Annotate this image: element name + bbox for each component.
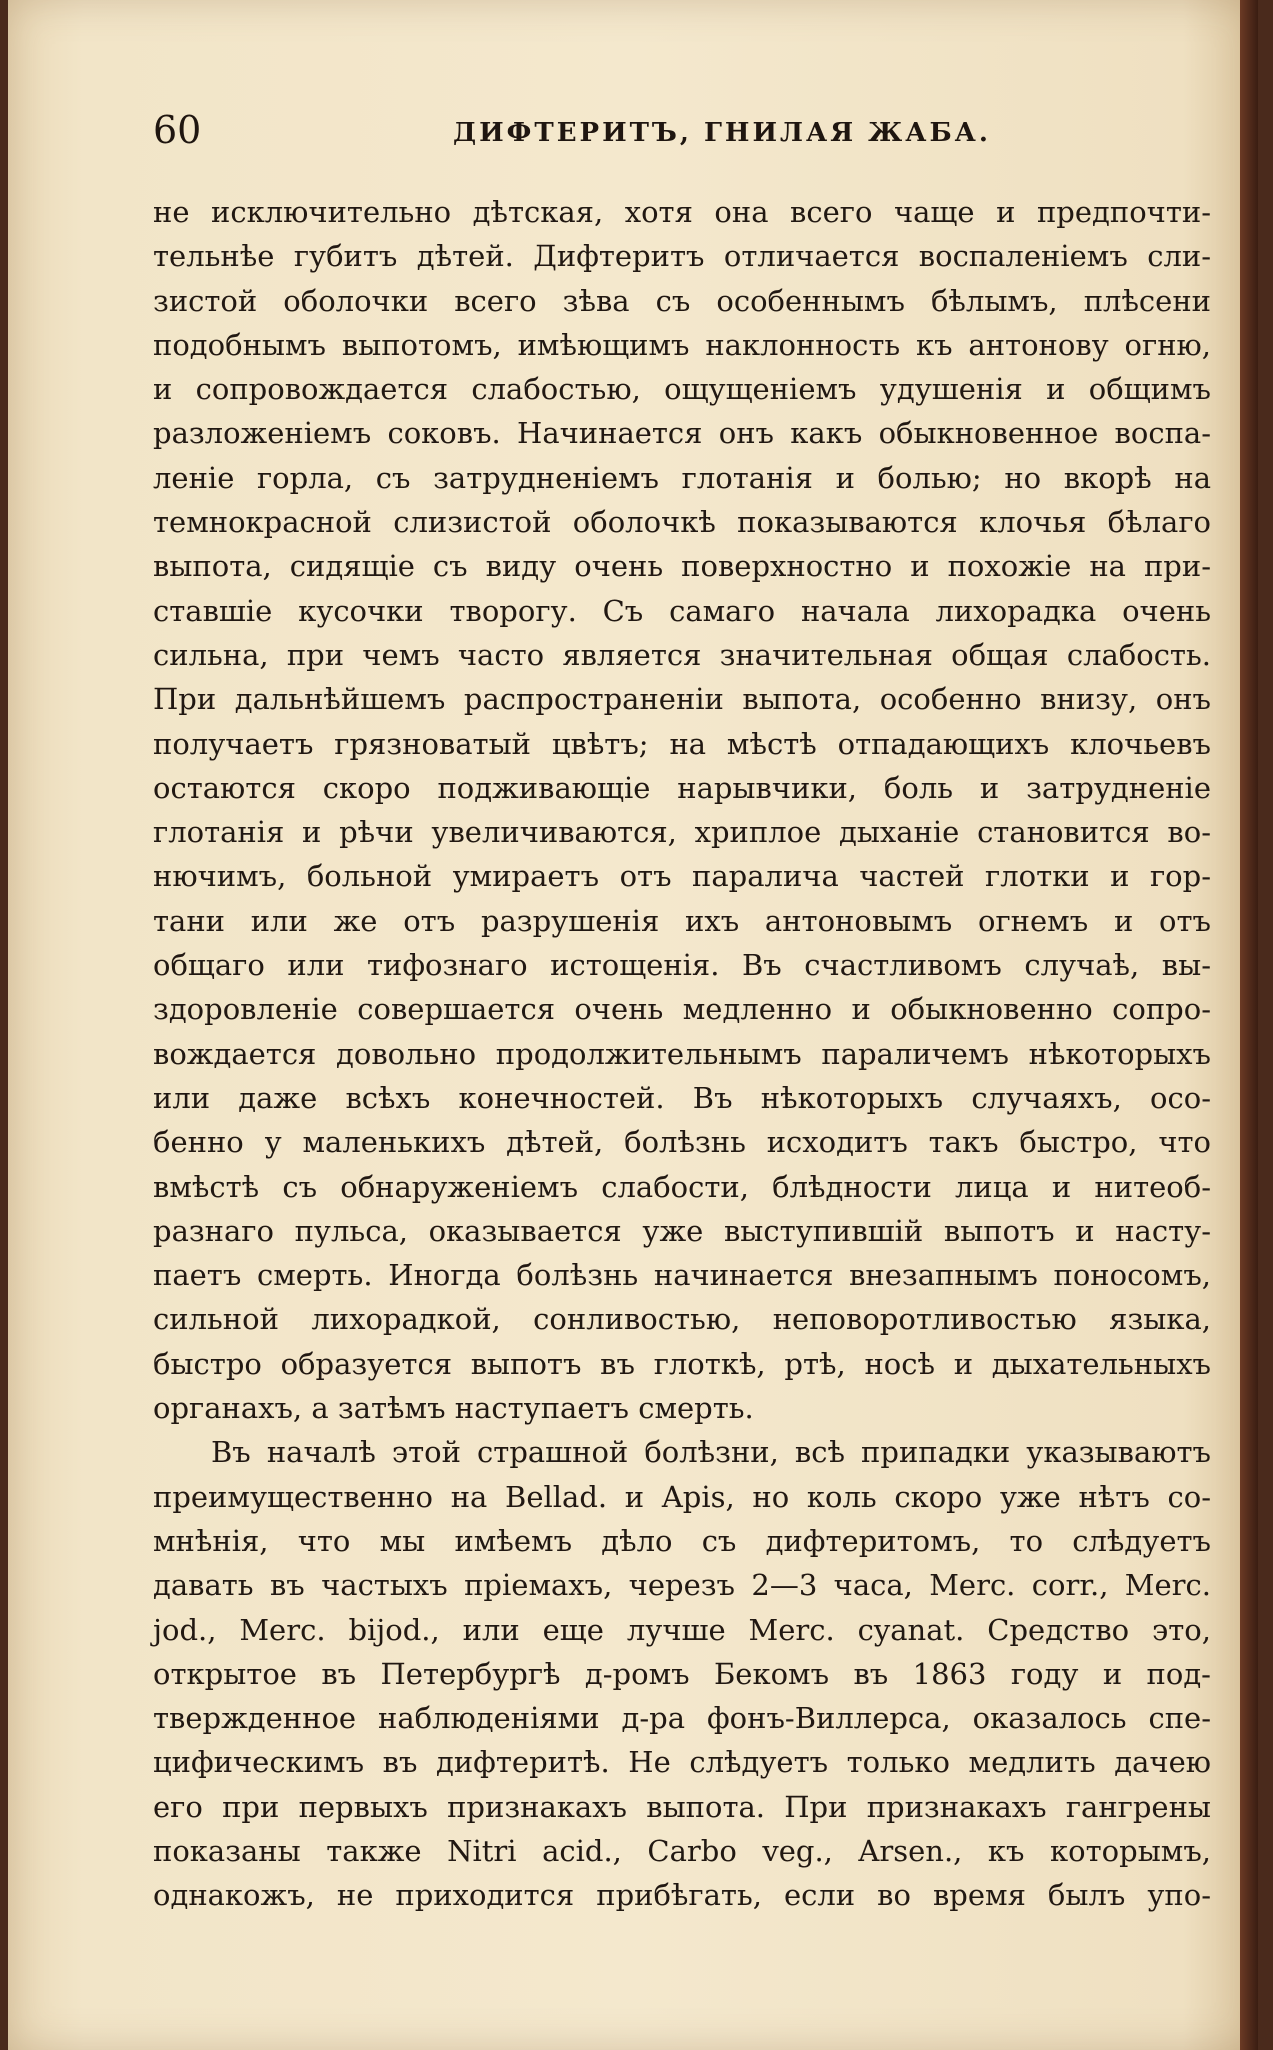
text-line: нючимъ, больной умираетъ отъ паралича частей глотки и гор- — [153, 859, 1211, 894]
text-line: мнѣнiя, что мы имѣемъ дѣло съ дифтеритомъ, то слѣдуетъ — [153, 1523, 1211, 1558]
text-line: темнокрасной слизистой оболочкѣ показываются клочья бѣлаго — [153, 505, 1211, 540]
text-line: глотанiя и рѣчи увеличиваются, хриплое дыханiе становится во- — [153, 815, 1211, 850]
text-line: здоровленiе совершается очень медленно и обыкновенно сопро- — [153, 992, 1211, 1027]
text-line: подобнымъ выпотомъ, имѣющимъ наклонность къ антонову огню, — [153, 327, 1211, 362]
text-line: преимущественно на Bellad. и Apis, но коль скоро уже нѣтъ со- — [153, 1479, 1211, 1514]
text-line: открытое въ Петербургѣ д-ромъ Бекомъ въ 1863 году и под- — [153, 1656, 1211, 1691]
text-line: бенно у маленькихъ дѣтей, болѣзнь исходитъ такъ быстро, что — [153, 1125, 1211, 1160]
text-line: сильной лихорадкой, сонливостью, неповоротливостью языка, — [153, 1302, 1211, 1337]
text-line: вождается довольно продолжительнымъ параличемъ нѣкоторыхъ — [153, 1036, 1211, 1071]
text-line: цифическимъ въ дифтеритѣ. Не слѣдуетъ только медлить дачею — [153, 1745, 1211, 1780]
text-line-paragraph-start: Въ началѣ этой страшной болѣзни, всѣ припадки указываютъ — [211, 1435, 1211, 1470]
book-spine-edge — [1240, 0, 1258, 2050]
text-line: остаются скоро подживающiе нарывчики, боль и затрудненiе — [153, 770, 1211, 805]
text-line: При дальнѣйшемъ распространенiи выпота, особенно внизу, онъ — [153, 682, 1211, 717]
text-line: разнаго пульса, оказывается уже выступившiй выпотъ и насту- — [153, 1213, 1211, 1248]
text-line: показаны также Nitri acid., Carbo veg., Arsen., къ которымъ, — [153, 1833, 1211, 1868]
text-line: сильна, при чемъ часто является значительная общая слабость. — [153, 637, 1211, 672]
page-number: 60 — [153, 108, 202, 152]
text-line: вмѣстѣ съ обнаруженiемъ слабости, блѣдности лица и нитеоб- — [153, 1169, 1211, 1204]
text-line: давать въ частыхъ прiемахъ, черезъ 2—3 часа, Merc. corr., Merc. — [153, 1568, 1211, 1603]
running-title: ДИФТЕРИТЪ, ГНИЛАЯ ЖАБА. — [453, 118, 991, 148]
text-line-paragraph-end: органахъ, а затѣмъ наступаетъ смерть. — [153, 1391, 754, 1426]
text-line: выпота, сидящiе съ виду очень поверхностно и похожiе на при- — [153, 549, 1211, 584]
text-line: быстро образуется выпотъ въ глоткѣ, ртѣ, носѣ и дыхательныхъ — [153, 1346, 1211, 1381]
text-line: или даже всѣхъ конечностей. Въ нѣкоторыхъ случаяхъ, осо- — [153, 1080, 1211, 1115]
page-header — [153, 100, 1203, 160]
text-line: тани или же отъ разрушенiя ихъ антоновымъ огнемъ и отъ — [153, 903, 1211, 938]
text-line: зистой оболочки всего зѣва съ особеннымъ бѣлымъ, плѣсени — [153, 283, 1211, 318]
text-line: разложенiемъ соковъ. Начинается онъ какъ обыкновенное воспа- — [153, 416, 1211, 451]
text-line: паетъ смерть. Иногда болѣзнь начинается внезапнымъ поносомъ, — [153, 1258, 1211, 1293]
text-line: однакожъ, не приходится прибѣгать, если во время былъ упо- — [153, 1878, 1211, 1913]
text-line: общаго или тифознаго истощенiя. Въ счастливомъ случаѣ, вы- — [153, 948, 1211, 983]
text-line: jod., Merc. bijod., или еще лучше Merc. cyanat. Средство это, — [153, 1612, 1211, 1647]
text-line: его при первыхъ признакахъ выпота. При признакахъ гангрены — [153, 1789, 1211, 1824]
book-page — [8, 0, 1258, 2050]
text-line: получаетъ грязноватый цвѣтъ; на мѣстѣ отпадающихъ клочьевъ — [153, 726, 1211, 761]
text-line: ставшiе кусочки творогу. Съ самаго начала лихорадка очень — [153, 593, 1211, 628]
text-line: не исключительно дѣтская, хотя она всего чаще и предпочти- — [153, 195, 1211, 229]
text-line: ленiе горла, съ затрудненiемъ глотанiя и болью; но вкорѣ на — [153, 460, 1211, 495]
text-line: и сопровождается слабостью, ощущенiемъ удушенiя и общимъ — [153, 372, 1211, 407]
text-line: твержденное наблюденiями д-ра фонъ-Виллерса, оказалось спе- — [153, 1701, 1211, 1736]
body-text — [153, 190, 1211, 1918]
text-line: тельнѣе губитъ дѣтей. Дифтеритъ отличается воспаленiемъ сли- — [153, 239, 1211, 274]
